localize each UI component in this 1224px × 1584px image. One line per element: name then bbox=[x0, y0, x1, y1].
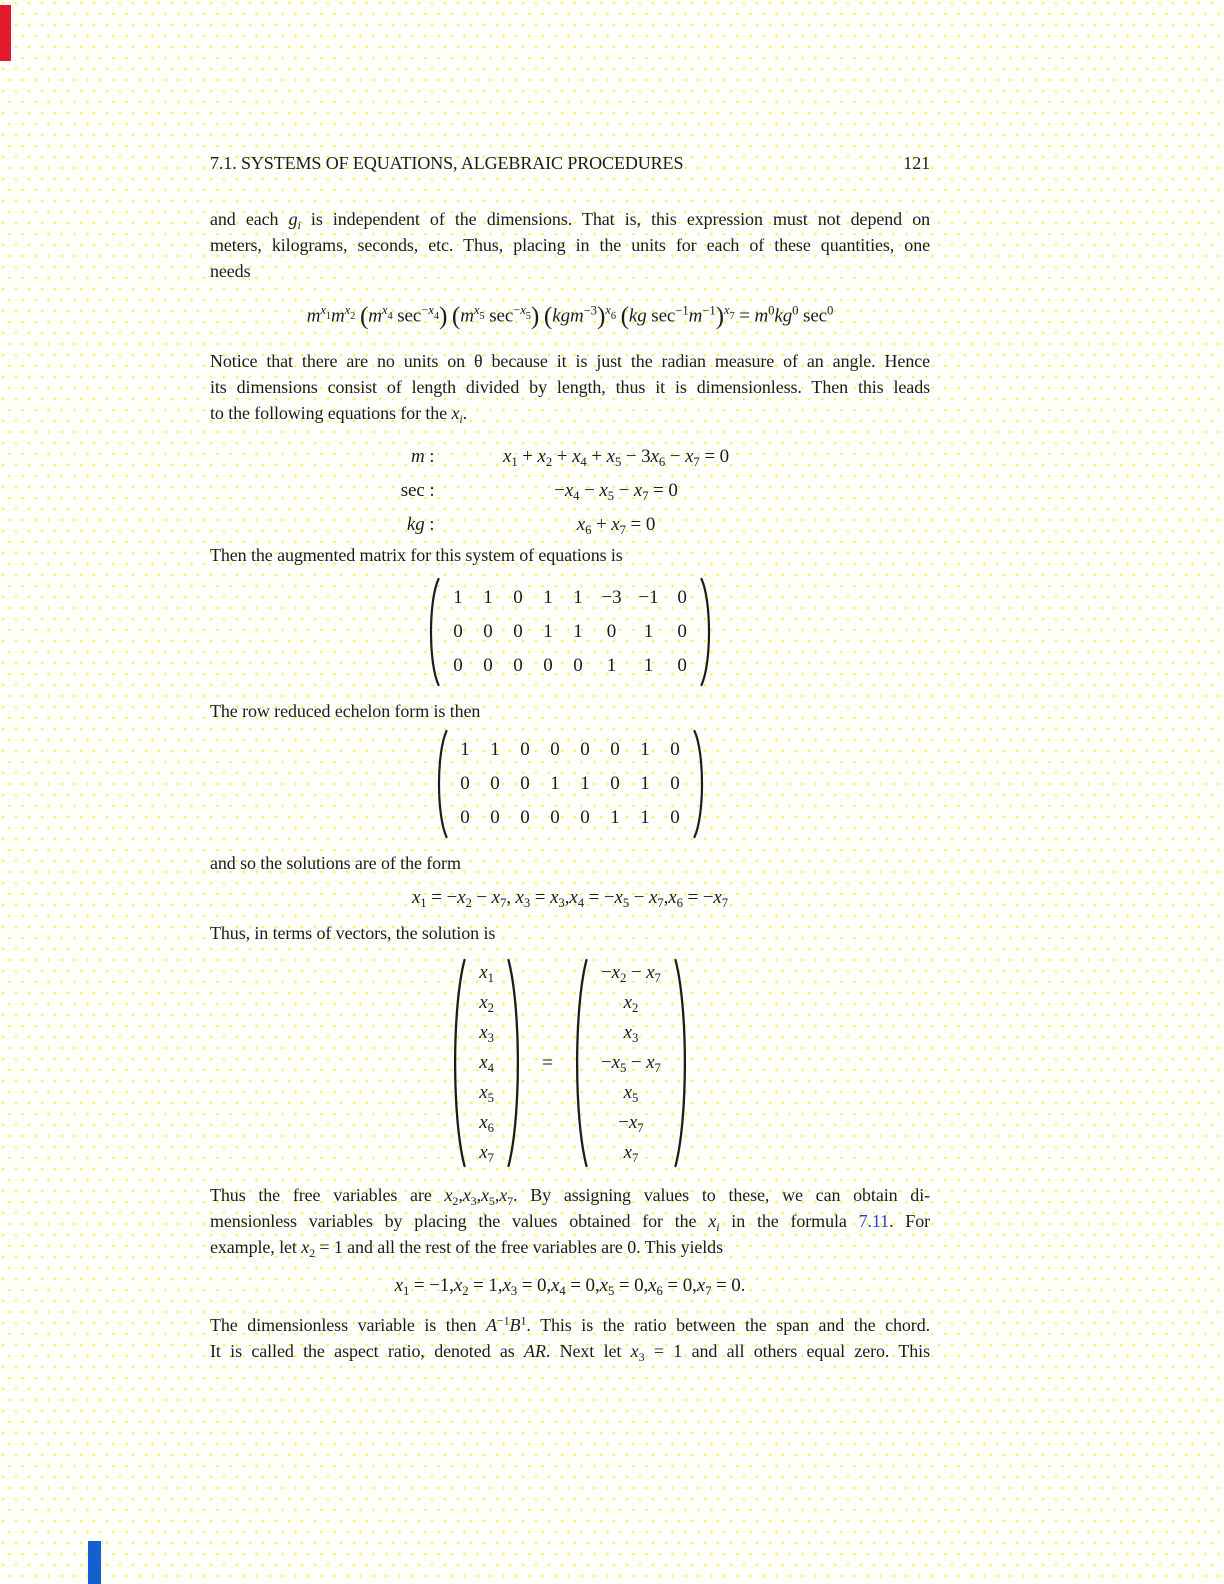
matrix-cell: 1 bbox=[640, 807, 650, 829]
page-number: 121 bbox=[903, 153, 930, 173]
matrix-cell: 0 bbox=[580, 739, 590, 761]
matrix-cell: 1 bbox=[483, 587, 493, 609]
matrix-cell: 1 bbox=[543, 587, 553, 609]
text-line: its dimensions consist of length divided by length, thus it is dimensionless. Then this leads bbox=[210, 377, 930, 398]
formula-link[interactable]: 7.11 bbox=[858, 1211, 890, 1232]
text-line: needs bbox=[210, 261, 251, 281]
matrix-cell: 0 bbox=[670, 773, 680, 795]
system-equation: −x4 − x5 − x7 = 0 bbox=[554, 480, 678, 504]
matrix-cell: 0 bbox=[670, 807, 680, 829]
units-equation: $m^{x1}m^{x2}$ ($m^{x4}$ $\sec^{-x4}$) ($m^{x5}$ $\sec^{-x5}$) $(kgm^{-3})^{x6}$ (kg $\sec^{-1}m^{-1})^{x7} = m^0kg^0$ $\sec^0$ bbox=[306, 302, 834, 330]
right-paren bbox=[506, 956, 524, 1170]
matrix-cell: 0 bbox=[610, 739, 620, 761]
vector-entry: x3 bbox=[623, 1022, 639, 1046]
matrix-cell: 1 bbox=[640, 739, 650, 761]
matrix-cell: 0 bbox=[520, 807, 530, 829]
right-paren bbox=[673, 956, 691, 1170]
matrix-cell: 0 bbox=[483, 621, 493, 643]
text-line: Thus, in terms of vectors, the solution is bbox=[210, 923, 496, 944]
paragraph-intro bbox=[210, 206, 930, 284]
matrix-cells bbox=[451, 581, 688, 683]
matrix-cell: 1 bbox=[643, 621, 654, 643]
matrix-cell: 0 bbox=[606, 621, 617, 643]
matrix-cell: 0 bbox=[453, 655, 463, 677]
matrix-cell: 1 bbox=[640, 773, 650, 795]
text-line: meters, kilograms, seconds, etc. Thus, placing in the units for each of these quantities, one bbox=[210, 235, 930, 255]
matrix-cell: 0 bbox=[490, 807, 500, 829]
system-equation: x1 + x2 + x4 + x5 − 3x6 − x7 = 0 bbox=[503, 446, 729, 470]
rref-matrix bbox=[210, 728, 930, 840]
text-line: Thus the free variables are x2,x3,x5,x7. By assigning values to these, we can obtain di- bbox=[210, 1185, 931, 1209]
text-line: Then the augmented matrix for this system of equations is bbox=[210, 545, 623, 566]
values-equation: x1 = −1,x2 = 1,x3 = 0,x4 = 0,x5 = 0,x6 = 0,x7 = 0. bbox=[394, 1275, 746, 1299]
matrix-cell: 0 bbox=[677, 621, 687, 643]
system-label: kg : bbox=[406, 514, 435, 536]
vector-entry: −x2 − x7 bbox=[601, 962, 661, 986]
system-label: m : bbox=[411, 446, 435, 468]
matrix-cell: 0 bbox=[520, 739, 530, 761]
text-line: It is called the aspect ratio, denoted as AR. Next let x3 = 1 and all others equal zero. This bbox=[210, 1341, 930, 1365]
matrix-cell: 1 bbox=[610, 807, 620, 829]
matrix-cell: 0 bbox=[490, 773, 500, 795]
system-row bbox=[210, 508, 930, 542]
matrix-cell: 0 bbox=[670, 739, 680, 761]
equals-sign: = bbox=[541, 1052, 554, 1075]
matrix-cell: 1 bbox=[573, 621, 583, 643]
vector-entries bbox=[601, 958, 661, 1168]
matrix-cell: −3 bbox=[601, 587, 622, 609]
matrix-cell: 0 bbox=[513, 621, 523, 643]
text-line: Notice that there are no units on θ because it is just the radian measure of an angle. Hence bbox=[210, 351, 930, 372]
matrix-cell: 0 bbox=[677, 587, 687, 609]
system-row bbox=[210, 440, 930, 474]
red-edge-mark bbox=[0, 5, 11, 61]
matrix-cell: 0 bbox=[543, 655, 553, 677]
vector-entry: −x5 − x7 bbox=[601, 1052, 661, 1076]
vector-solution bbox=[210, 956, 930, 1170]
matrix-cell: 1 bbox=[606, 655, 617, 677]
equation-system bbox=[210, 440, 930, 542]
vector-entry: x7 bbox=[479, 1142, 494, 1166]
matrix-cell: 0 bbox=[573, 655, 583, 677]
matrix-cell: 1 bbox=[573, 587, 583, 609]
matrix-cell: 0 bbox=[520, 773, 530, 795]
matrix-cell: 1 bbox=[550, 773, 560, 795]
matrix-cell: 0 bbox=[550, 807, 560, 829]
matrix-cell: 0 bbox=[460, 773, 470, 795]
vector-entry: x5 bbox=[623, 1082, 639, 1106]
text-line: to the following equations for the xi. bbox=[210, 403, 467, 427]
vector-entry: x2 bbox=[479, 992, 494, 1016]
matrix-cells bbox=[459, 733, 682, 835]
matrix-cell: 1 bbox=[643, 655, 654, 677]
blue-edge-mark bbox=[88, 1541, 101, 1584]
paragraph-free-variables bbox=[210, 1182, 930, 1260]
text-line: and so the solutions are of the form bbox=[210, 853, 461, 874]
matrix-cell: 0 bbox=[453, 621, 463, 643]
system-row bbox=[210, 474, 930, 508]
vector-entry: x4 bbox=[479, 1052, 494, 1076]
paragraph-aspect-ratio bbox=[210, 1312, 930, 1364]
running-header bbox=[210, 150, 930, 176]
matrix-cell: 1 bbox=[490, 739, 500, 761]
left-paren bbox=[425, 576, 441, 688]
matrix-cell: 1 bbox=[460, 739, 470, 761]
left-paren bbox=[433, 728, 449, 840]
vector-entry: x5 bbox=[479, 1082, 494, 1106]
matrix-cell: 0 bbox=[550, 739, 560, 761]
text-line: example, let x2 = 1 and all the rest of the free variables are 0. This yields bbox=[210, 1237, 723, 1261]
vector-entry: x3 bbox=[479, 1022, 494, 1046]
vector-entry: x2 bbox=[623, 992, 639, 1016]
matrix-cell: 0 bbox=[460, 807, 470, 829]
vector-entry: x6 bbox=[479, 1112, 494, 1136]
vector-entry: x7 bbox=[623, 1142, 639, 1166]
matrix-cell: 0 bbox=[513, 655, 523, 677]
text-line: mensionless variables by placing the values obtained for the xi in the formula 7.11. For bbox=[210, 1211, 931, 1235]
matrix-cell: 0 bbox=[513, 587, 523, 609]
vector-entry: x1 bbox=[479, 962, 494, 986]
matrix-cell: −1 bbox=[638, 587, 659, 609]
augmented-matrix bbox=[210, 576, 930, 688]
matrix-cell: 1 bbox=[543, 621, 553, 643]
paragraph-theta bbox=[210, 348, 930, 426]
matrix-cell: 0 bbox=[483, 655, 493, 677]
text-line: The row reduced echelon form is then bbox=[210, 701, 481, 722]
right-paren bbox=[692, 728, 708, 840]
matrix-cell: 0 bbox=[580, 807, 590, 829]
page-content bbox=[210, 150, 930, 1364]
right-paren bbox=[699, 576, 715, 688]
matrix-cell: 0 bbox=[677, 655, 687, 677]
vector-entry: −x7 bbox=[618, 1112, 644, 1136]
vector-entries bbox=[479, 958, 494, 1168]
matrix-cell: 1 bbox=[580, 773, 590, 795]
solutions-equation: x1 = −x2 − x7, x3 = x3,x4 = −x5 − x7,x6 = −x7 bbox=[411, 887, 729, 911]
text-line: and each gi is independent of the dimensions. That is, this expression must not depend on bbox=[210, 209, 930, 232]
text-line: The dimensionless variable is then $A^{-1}B^1$. This is the ratio between the span and the chord. bbox=[210, 1313, 930, 1336]
left-paren bbox=[449, 956, 467, 1170]
section-title: 7.1. SYSTEMS OF EQUATIONS, ALGEBRAIC PROCEDURES bbox=[210, 153, 684, 173]
left-paren bbox=[571, 956, 589, 1170]
matrix-cell: 0 bbox=[610, 773, 620, 795]
system-equation: x6 + x7 = 0 bbox=[576, 514, 656, 538]
system-label: sec : bbox=[400, 480, 435, 502]
matrix-cell: 1 bbox=[453, 587, 463, 609]
